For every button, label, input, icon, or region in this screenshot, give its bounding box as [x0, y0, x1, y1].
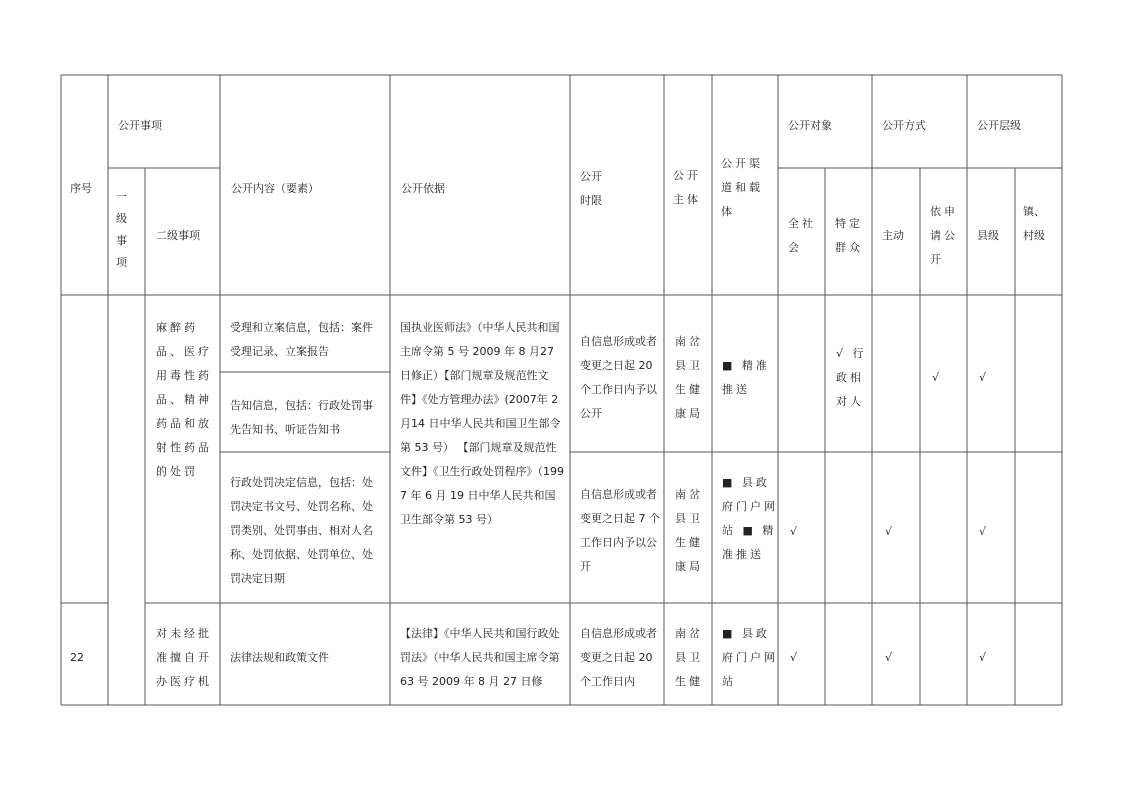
row1-basis: 国执业医师法》（中华人民共和国主席令第 5 号 2009 年 8 月27 日修正）【部门规章及规范性文件】《处方管理办法》(2007年 2 月14 日中华人民共和国卫生部令第 53 号） 【部门规章及规范性文件】《卫生行政处罚程序》（1997 年 6 月 19 日中华人民共和国卫生部令第 53 号） [400, 321, 564, 526]
row2-seq: 22 [70, 651, 84, 664]
header-level-group: 公开层级 [977, 119, 1021, 132]
row1-level2: 麻醉药品、医疗用毒性药品、精神药品和放射性药品的处罚 [156, 321, 212, 478]
row2-level2: 对未经批准擅自开办医疗机 [156, 627, 212, 688]
header-seq: 序号 [70, 182, 92, 195]
row1-specific-ab: √ 行政相对人 [836, 347, 867, 408]
row2-time: 自信息形成或者变更之日起 20 个工作日内 [580, 627, 657, 688]
row2-subject: 南岔县卫生健 [675, 627, 703, 688]
row2-all-check: √ [790, 651, 798, 664]
header-time-limit-line1: 公开 [580, 170, 602, 183]
header-level1: 一级事项 [116, 190, 127, 269]
row1-time-ab: 自信息形成或者变更之日起 20 个工作日内予以公开 [580, 335, 657, 420]
row2-active-check: √ [885, 651, 893, 664]
row1-all-c-check: √ [790, 525, 798, 538]
row1-content-b: 告知信息，包括：行政处罚事先告知书、听证告知书 [230, 399, 373, 436]
row2-channel: ■ 县政府门户网站 [722, 627, 778, 688]
row2-county-check: √ [979, 651, 987, 664]
header-matters-group: 公开事项 [118, 119, 162, 132]
row1-channel-ab: ■ 精准推送 [722, 359, 770, 396]
row1-subject-ab: 南岔县卫生健康局 [675, 335, 703, 420]
row2-basis: 【法律】《中华人民共和国行政处罚法》（中华人民共和国主席令第 63 号 2009 年 8 月 27 日修 [400, 627, 560, 688]
row1-subject-c: 南岔县卫生健康局 [675, 488, 703, 573]
row1-content-a: 受理和立案信息，包括：案件受理记录、立案报告 [230, 321, 373, 358]
header-time-limit-line2: 时限 [580, 194, 602, 207]
header-object-all: 全社会 [788, 217, 816, 254]
row1-time-c: 自信息形成或者变更之日起 7 个工作日内予以公开 [580, 488, 660, 573]
header-channel: 公开渠道和载体 [721, 157, 763, 218]
header-level2: 二级事项 [156, 229, 200, 242]
header-subject: 公开主体 [673, 169, 701, 206]
header-level-town: 镇、村级 [1023, 205, 1045, 242]
header-method-group: 公开方式 [882, 119, 926, 132]
header-object-group: 公开对象 [788, 119, 832, 132]
row2-content: 法律法规和政策文件 [230, 651, 329, 664]
header-method-request: 依申请公开 [930, 205, 958, 266]
row1-channel-c: ■ 县政府门户网站 ■ 精准推送 [722, 476, 778, 561]
row1-county-c-check: √ [979, 525, 987, 538]
header-basis: 公开依据 [401, 182, 445, 195]
header-level-county: 县级 [977, 229, 999, 242]
row1-content-c: 行政处罚决定信息，包括：处罚决定书文号、处罚名称、处罚类别、处罚事由、相对人名称、处罚依据、处罚单位、处罚决定日期 [230, 476, 373, 585]
row1-active-c-check: √ [885, 525, 893, 538]
row1-county-ab-check: √ [979, 371, 987, 384]
row1-request-ab-check: √ [932, 371, 940, 384]
header-method-active: 主动 [882, 229, 904, 242]
header-object-specific: 特定群众 [835, 217, 863, 254]
header-content: 公开内容（要素） [231, 182, 319, 195]
